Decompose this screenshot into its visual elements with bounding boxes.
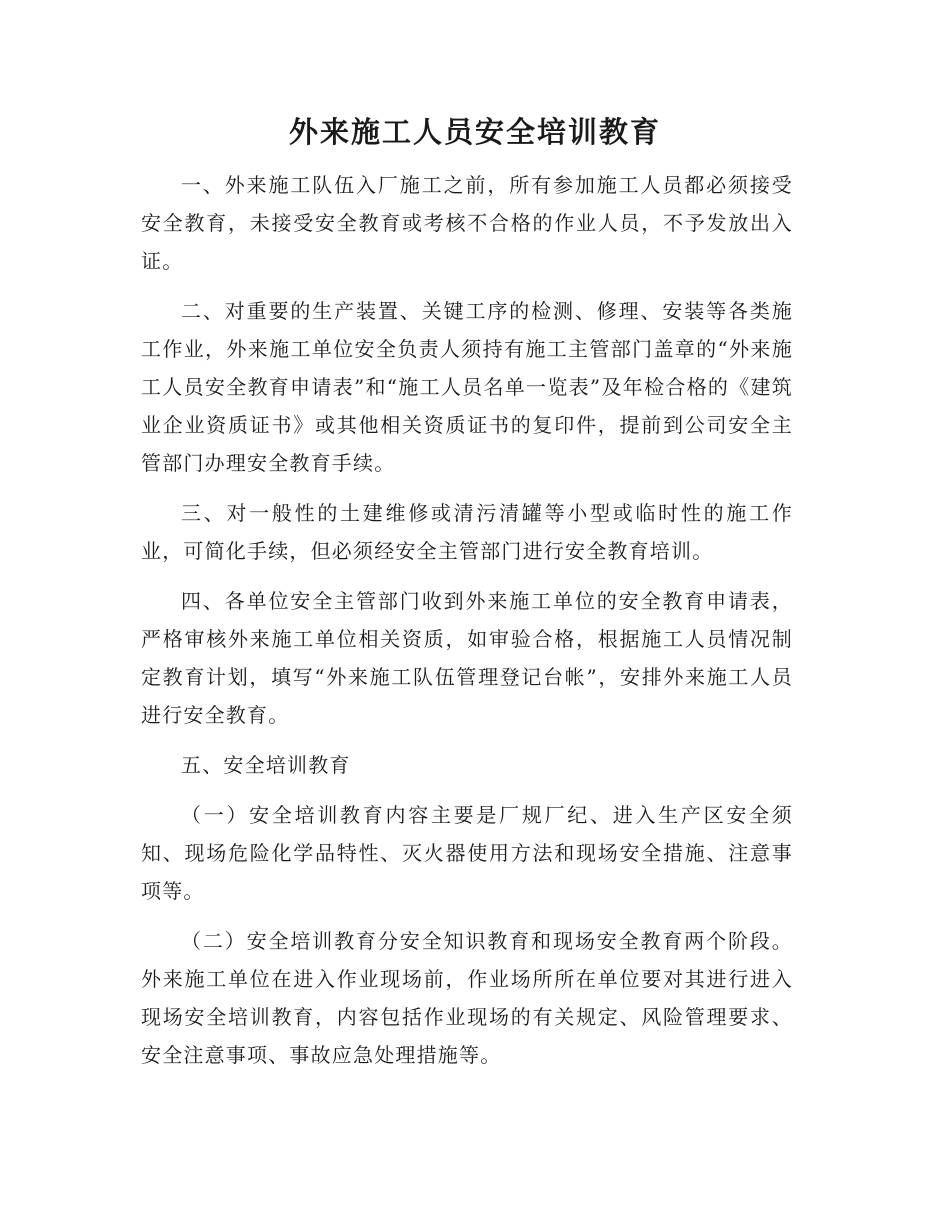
document-body xyxy=(141,166,793,1086)
paragraph-2: 二、对重要的生产装置、关键工序的检测、修理、安装等各类施工作业，外来施工单位安全负责人须持有施工主管部门盖章的“外来施工人员安全教育申请表”和“施工人员名单一览表”及年检合格的《建筑业企业资质证书》或其他相关资质证书的复印件，提前到公司安全主管部门办理安全教育手续。 xyxy=(141,299,793,475)
document-title: 外来施工人员安全培训教育 xyxy=(288,115,661,149)
paragraph-3: 三、对一般性的土建维修或清污清罐等小型或临时性的施工作业，可简化手续，但必须经安全主管部门进行安全教育培训。 xyxy=(141,501,793,563)
paragraph-1: 一、外来施工队伍入厂施工之前，所有参加施工人员都必须接受安全教育，未接受安全教育或考核不合格的作业人员，不予发放出入证。 xyxy=(141,173,793,273)
subparagraph-5-2: （二）安全培训教育分安全知识教育和现场安全教育两个阶段。外来施工单位在进入作业现场前，作业场所所在单位要对其进行进入现场安全培训教育，内容包括作业现场的有关规定、风险管理要求、安全注意事项、事故应急处理措施等。 xyxy=(141,929,793,1067)
subparagraph-5-1: （一）安全培训教育内容主要是厂规厂纪、进入生产区安全须知、现场危险化学品特性、灭火器使用方法和现场安全措施、注意事项等。 xyxy=(141,803,793,903)
section-heading-5: 五、安全培训教育 xyxy=(181,753,351,777)
paragraph-4: 四、各单位安全主管部门收到外来施工单位的安全教育申请表，严格审核外来施工单位相关资质，如审验合格，根据施工人员情况制定教育计划，填写“外来施工队伍管理登记台帐”，安排外来施工人员进行安全教育。 xyxy=(141,589,793,727)
